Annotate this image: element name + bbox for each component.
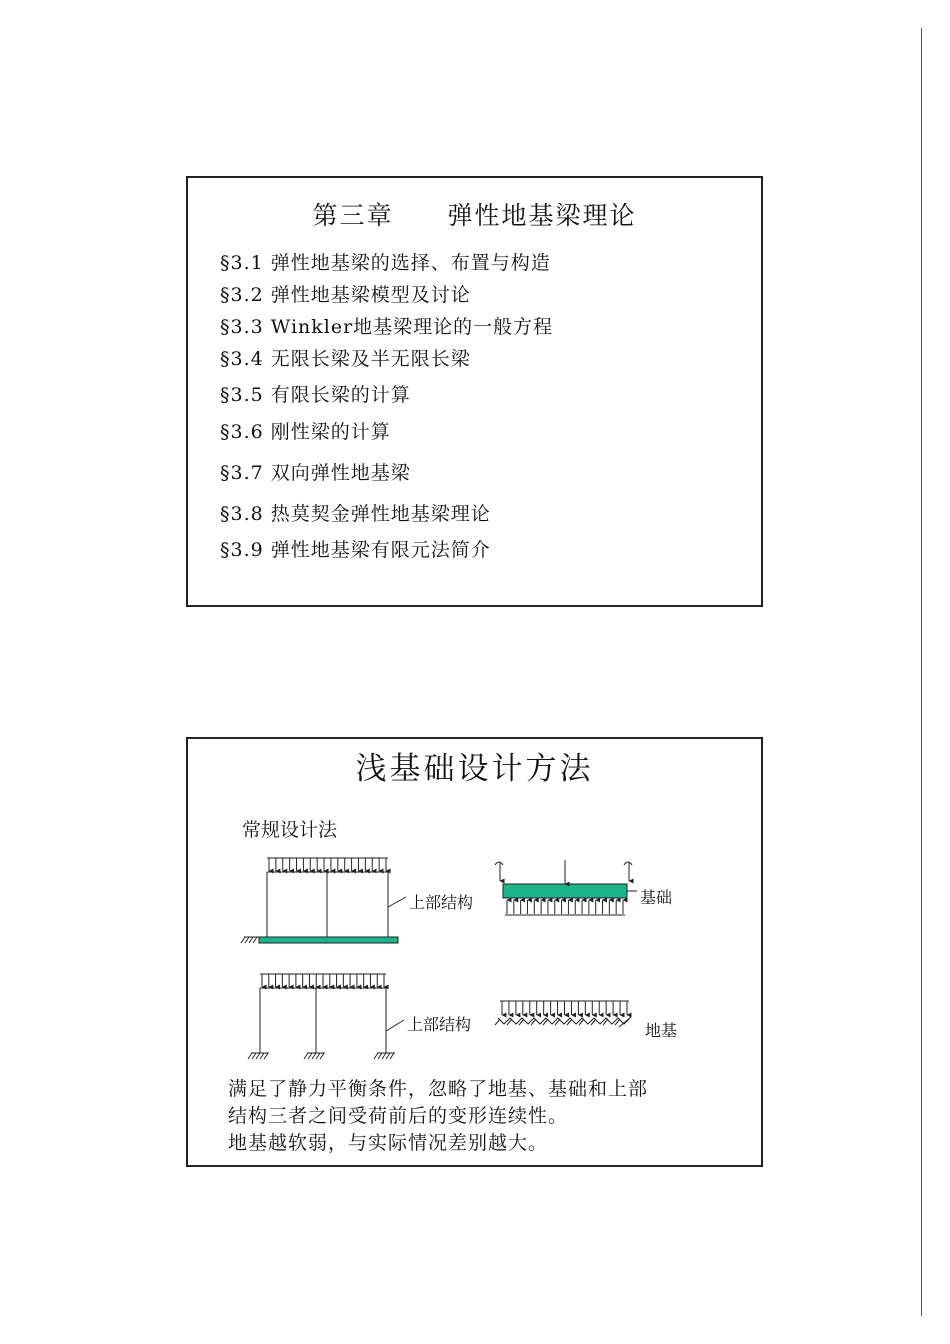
toc-item: §3.9 弹性地基梁有限元法简介: [220, 539, 491, 561]
toc-item: §3.5 有限长梁的计算: [220, 384, 411, 406]
page-right-border-line: [921, 28, 922, 1316]
support-hatch: [316, 1053, 320, 1059]
support-hatch: [390, 1053, 394, 1059]
slide-title: 浅基础设计方法: [355, 751, 594, 787]
ground-hatch: [249, 937, 253, 943]
support-hatch: [312, 1053, 316, 1059]
body-text-line: 满足了静力平衡条件，忽略了地基、基础和上部: [228, 1078, 649, 1100]
label-foundation: 基础: [640, 888, 673, 907]
support-hatch: [264, 1053, 268, 1059]
slide-chapter-contents: [186, 176, 763, 607]
toc-item: §3.6 刚性梁的计算: [220, 421, 391, 443]
ground-hatch: [253, 937, 257, 943]
support-hatch: [248, 1053, 252, 1059]
foundation-beam-diagram: [495, 860, 637, 915]
toc-item: §3.8 热莫契金弹性地基梁理论: [220, 503, 491, 525]
support-hatch: [320, 1053, 324, 1059]
support-hatch: [256, 1053, 260, 1059]
label-superstructure: 上部结构: [409, 893, 474, 912]
subgrade-ground-line: [498, 1018, 630, 1024]
body-text-line: 地基越软弱，与实际情况差别越大。: [228, 1132, 549, 1154]
toc-item: §3.3 Winkler地基梁理论的一般方程: [220, 316, 554, 338]
support-hatch: [308, 1053, 312, 1059]
superstructure-frame-1: [241, 858, 406, 943]
superstructure-frame-2: [248, 974, 404, 1059]
chapter-title: 第三章 弹性地基梁理论: [312, 201, 637, 230]
support-hatch: [386, 1053, 390, 1059]
toc-item: §3.1 弹性地基梁的选择、布置与构造: [220, 252, 551, 274]
ground-hatch: [495, 1019, 500, 1025]
body-text-line: 结构三者之间受荷前后的变形连续性。: [228, 1105, 569, 1127]
support-hatch: [382, 1053, 386, 1059]
support-hatch: [252, 1053, 256, 1059]
label-superstructure: 上部结构: [407, 1015, 472, 1034]
support-hatch: [260, 1053, 264, 1059]
label-subgrade: 地基: [645, 1021, 678, 1040]
support-hatch: [374, 1053, 378, 1059]
slide-shallow-foundation-design: [186, 737, 763, 1167]
ground-hatch: [245, 937, 249, 943]
toc-item: §3.4 无限长梁及半无限长梁: [220, 348, 471, 370]
section-subtitle: 常规设计法: [242, 819, 338, 841]
subgrade-diagram: [495, 1001, 631, 1027]
toc-item: §3.2 弹性地基梁模型及讨论: [220, 284, 471, 306]
toc-item: §3.7 双向弹性地基梁: [220, 462, 411, 484]
ground-hatch: [241, 937, 245, 943]
support-hatch: [378, 1053, 382, 1059]
support-hatch: [304, 1053, 308, 1059]
